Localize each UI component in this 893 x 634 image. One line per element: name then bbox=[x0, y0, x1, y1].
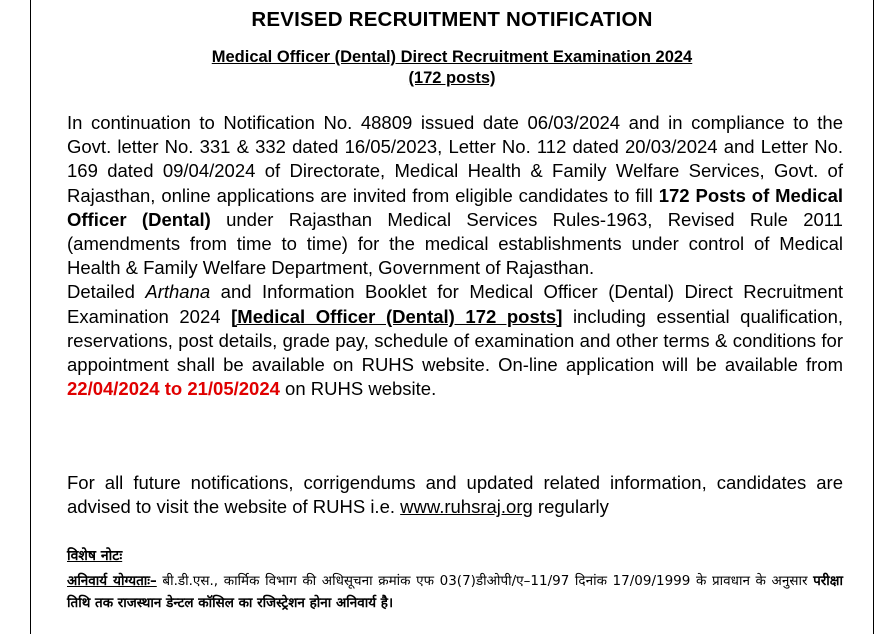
para2-text-a: Detailed bbox=[67, 281, 146, 303]
subtitle-line-1: Medical Officer (Dental) Direct Recruitment Examination 2024 bbox=[211, 48, 693, 66]
notification-page bbox=[30, 0, 874, 634]
para2-arthana-italic: Arthana bbox=[145, 281, 211, 303]
paragraph-1 bbox=[67, 111, 843, 280]
para3-text-a: For all future notifications, corrigendums and updated related information, candidates are advised to visit the website of RUHS i.e. bbox=[67, 472, 843, 518]
mandatory-qualification-label: अनिवार्य योग्यताः– bbox=[67, 573, 157, 589]
para2-posts-bold: [Medical Officer (Dental) 172 posts] bbox=[231, 305, 563, 327]
para1-posts-bold: 172 Posts of Medical Officer (Dental) bbox=[67, 184, 843, 230]
page-subtitle bbox=[31, 47, 873, 89]
para2-text-c: including essential qualification, reservations, post details, grade pay, schedule of examination and other terms & conditions for appointment shall be available on RUHS website. On-line application will be available from bbox=[67, 305, 843, 376]
ruhs-website-link[interactable]: www.ruhsraj.org bbox=[400, 496, 533, 518]
para2-text-d: on RUHS website. bbox=[279, 378, 437, 400]
paragraph-3 bbox=[67, 471, 843, 519]
para2-text-b: and Information Booklet for Medical Officer (Dental) Direct Recruitment Examination 2024 bbox=[67, 281, 843, 327]
notification-body bbox=[67, 111, 843, 401]
special-note-body bbox=[67, 570, 843, 614]
subtitle-line-2: (172 posts) bbox=[408, 69, 496, 87]
para1-text-b: under Rajasthan Medical Services Rules-1963, Revised Rule 2011 (amendments from time to time) for the medical establishments under control of Medical Health & Family Welfare Department, Government of Rajasthan. bbox=[67, 208, 843, 279]
special-note-bold: परीक्षा तिथि तक राजस्थान डेन्टल कॉसिल का रजिस्ट्रेशन होना अनिवार्य है। bbox=[67, 573, 843, 611]
para1-text-a: In continuation to Notification No. 48809 issued date 06/03/2024 and in compliance to the Govt. letter No. 331 & 332 dated 16/05/2023, Letter No. 112 dated 20/03/2024 and Letter No. 169 dated 09/04/2024 of Directorate, Medical Health & Family Welfare Services, Govt. of Rajasthan, online applications are invited from eligible candidates to fill bbox=[67, 112, 843, 206]
para3-text-b: regularly bbox=[532, 496, 609, 518]
paragraph-2 bbox=[67, 280, 843, 401]
page-title: REVISED RECRUITMENT NOTIFICATION bbox=[251, 8, 653, 31]
special-note-text: बी.डी.एस., कार्मिक विभाग की अधिसूचना क्रमांक एफ 03(7)डीओपी/ए–11/97 दिनांक 17/09/1999 के प्रावधान के अनुसार bbox=[156, 573, 814, 589]
special-note-heading: विशेष नोटः bbox=[67, 548, 123, 564]
application-dates: 22/04/2024 to 21/05/2024 bbox=[67, 378, 280, 400]
